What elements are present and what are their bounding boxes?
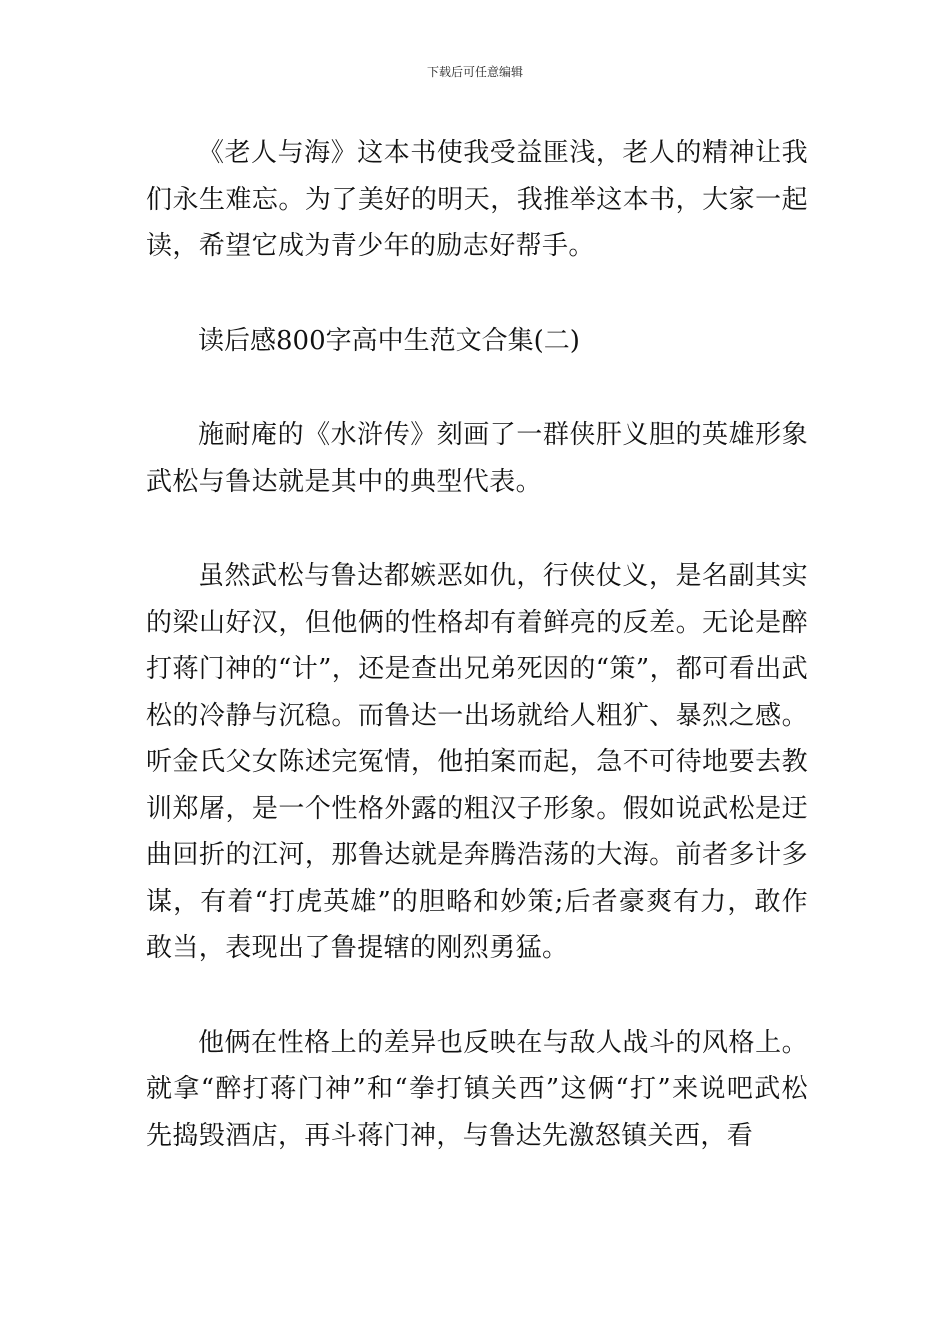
paragraph-character-contrast: 虽然武松与鲁达都嫉恶如仇，行侠仗义，是名副其实的梁山好汉，但他俩的性格却有着鲜亮的反差。无论是醉打蒋门神的“计”，还是查出兄弟死因的“策”，都可看出武松的冷静与沉稳。而鲁达一出场就给人粗犷、暴烈之感。听金氏父女陈述完冤情，他拍案而起，急不可待地要去教训郑屠，是一个性格外露的粗汉子形象。假如说武松是迂曲回折的江河，那鲁达就是奔腾浩荡的大海。前者多计多谋，有着“打虎英雄”的胆略和妙策;后者豪爽有力，敢作敢当，表现出了鲁提辖的刚烈勇猛。 [146, 561, 808, 963]
document-body [146, 130, 808, 1159]
paragraph-intro: 施耐庵的《水浒传》刻画了一群侠肝义胆的英雄形象武松与鲁达就是其中的典型代表。 [146, 420, 808, 497]
section-heading: 读后感800字高中生范文合集(二) [198, 325, 580, 356]
paragraph-conclusion: 《老人与海》这本书使我受益匪浅，老人的精神让我们永生难忘。为了美好的明天，我推举这本书，大家一起读，希望它成为青少年的励志好帮手。 [146, 138, 808, 261]
page-header: 下载后可任意编辑 [426, 65, 523, 79]
paragraph-fighting-style: 他俩在性格上的差异也反映在与敌人战斗的风格上。就拿“醉打蒋门神”和“拳打镇关西”这俩“打”来说吧武松先捣毁酒店，再斗蒋门神，与鲁达先激怒镇关西，看 [146, 1027, 808, 1151]
